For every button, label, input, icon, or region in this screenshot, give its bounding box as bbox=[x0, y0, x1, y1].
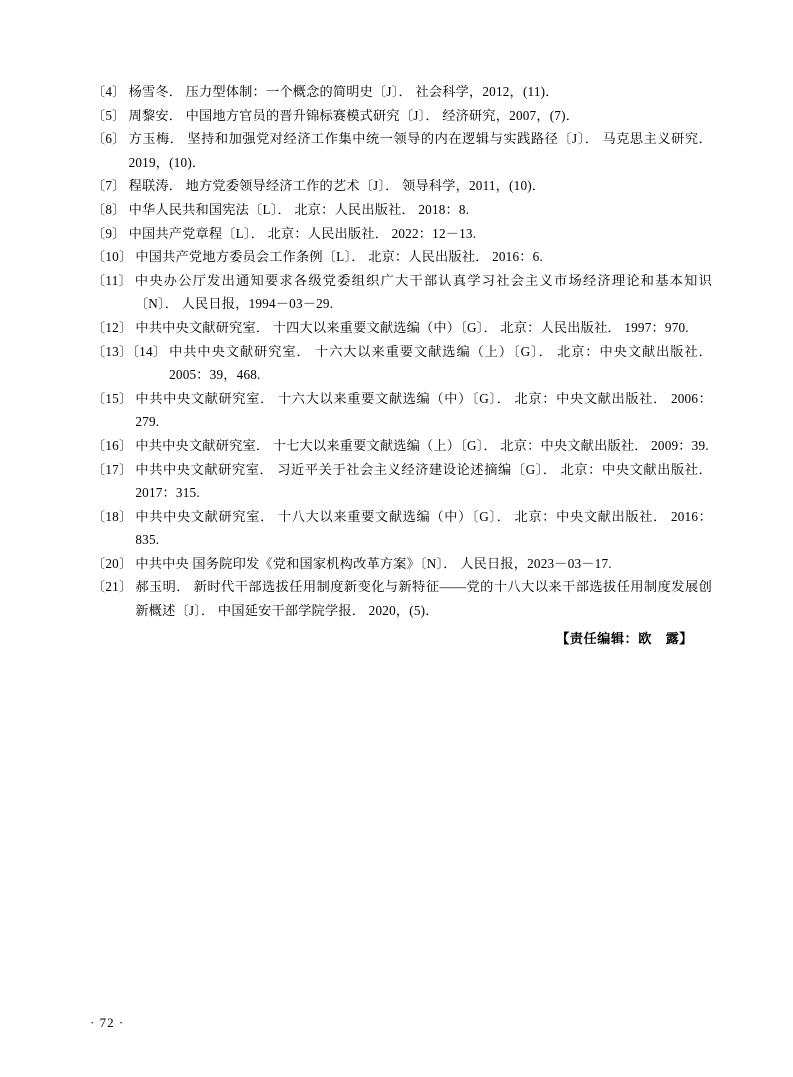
reference-text: 中共中央文献研究室． 十七大以来重要文献选编（上）〔G〕． 北京：中央文献出版社． 2009：39. bbox=[135, 437, 709, 453]
reference-number: 〔5〕 bbox=[92, 107, 126, 123]
list-item bbox=[92, 434, 712, 458]
list-item bbox=[92, 316, 712, 340]
list-item bbox=[92, 174, 712, 198]
editor-note: 【责任编辑：欧 露】 bbox=[556, 631, 693, 646]
reference-text: 中央办公厅发出通知要求各级党委组织广大干部认真学习社会主义市场经济理论和基本知识〔N〕． 人民日报，1994－03－29. bbox=[134, 272, 712, 312]
reference-text: 程联涛． 地方党委领导经济工作的艺术〔J〕． 领导科学，2011，(10)． bbox=[128, 178, 546, 194]
reference-number: 〔12〕 bbox=[92, 319, 133, 335]
reference-text: 中国共产党章程〔L〕． 北京：人民出版社． 2022：12－13. bbox=[128, 225, 477, 241]
list-item bbox=[92, 198, 712, 222]
reference-number: 〔20〕 bbox=[92, 555, 133, 571]
list-item bbox=[92, 458, 712, 505]
reference-text: 杨雪冬． 压力型体制：一个概念的简明史〔J〕． 社会科学，2012，(11)． bbox=[128, 84, 559, 99]
reference-number: 〔6〕 bbox=[92, 131, 126, 147]
reference-number: 〔9〕 bbox=[92, 225, 126, 241]
reference-number: 〔16〕 bbox=[92, 437, 133, 453]
reference-list bbox=[92, 80, 712, 623]
reference-text: 中共中央 国务院印发《党和国家机构改革方案》〔N〕． 人民日报，2023－03－17. bbox=[135, 555, 612, 571]
reference-text: 周黎安． 中国地方官员的晋升锦标赛模式研究〔J〕． 经济研究，2007，(7)． bbox=[128, 107, 580, 123]
list-item bbox=[92, 127, 712, 174]
list-item bbox=[92, 245, 712, 269]
reference-text: 中共中央文献研究室． 习近平关于社会主义经济建设论述摘编〔G〕． 北京：中央文献出版社． 2017：315. bbox=[135, 461, 712, 501]
list-item bbox=[92, 222, 712, 246]
reference-text: 方玉梅． 坚持和加强党对经济工作集中统一领导的内在逻辑与实践路径〔J〕． 马克思主义研究． 2019，(10)． bbox=[128, 131, 712, 170]
reference-number: 〔8〕 bbox=[92, 201, 126, 217]
page-number: · 72 · bbox=[90, 1015, 125, 1030]
list-item bbox=[92, 80, 712, 104]
reference-number: 〔4〕 bbox=[92, 84, 126, 99]
list-item bbox=[92, 552, 712, 576]
reference-text: 郝玉明． 新时代干部选拔任用制度新变化与新特征——党的十八大以来干部选拔任用制度发展创新概述〔J〕． 中国延安干部学院学报． 2020，(5)． bbox=[135, 579, 712, 619]
reference-text: 中共中央文献研究室． 十六大以来重要文献选编（中）〔G〕． 北京：中央文献出版社． 2006：279. bbox=[135, 390, 712, 430]
reference-number: 〔13〕〔14〕 bbox=[92, 343, 167, 359]
reference-text: 中国共产党地方委员会工作条例〔L〕． 北京：人民出版社． 2016：6. bbox=[135, 249, 543, 265]
reference-number: 〔15〕 bbox=[92, 390, 133, 406]
list-item bbox=[92, 387, 712, 434]
reference-text: 中华人民共和国宪法〔L〕． 北京：人民出版社． 2018：8. bbox=[128, 201, 470, 217]
reference-number: 〔18〕 bbox=[92, 508, 133, 524]
list-item bbox=[92, 104, 712, 128]
list-item bbox=[92, 575, 712, 622]
reference-number: 〔10〕 bbox=[92, 249, 133, 265]
reference-text: 中共中央文献研究室． 十八大以来重要文献选编（中）〔G〕． 北京：中央文献出版社． 2016：835. bbox=[135, 508, 712, 548]
reference-text: 中共中央文献研究室． 十六大以来重要文献选编（上）〔G〕． 北京：中央文献出版社． 2005：39，468. bbox=[169, 343, 712, 383]
list-item bbox=[92, 340, 712, 387]
reference-number: 〔11〕 bbox=[92, 272, 132, 288]
list-item bbox=[92, 269, 712, 316]
reference-text: 中共中央文献研究室． 十四大以来重要文献选编（中）〔G〕． 北京：人民出版社． 1997：970. bbox=[135, 319, 689, 335]
reference-number: 〔7〕 bbox=[92, 178, 126, 194]
reference-number: 〔17〕 bbox=[92, 461, 133, 477]
list-item bbox=[92, 505, 712, 552]
reference-number: 〔21〕 bbox=[92, 579, 133, 595]
